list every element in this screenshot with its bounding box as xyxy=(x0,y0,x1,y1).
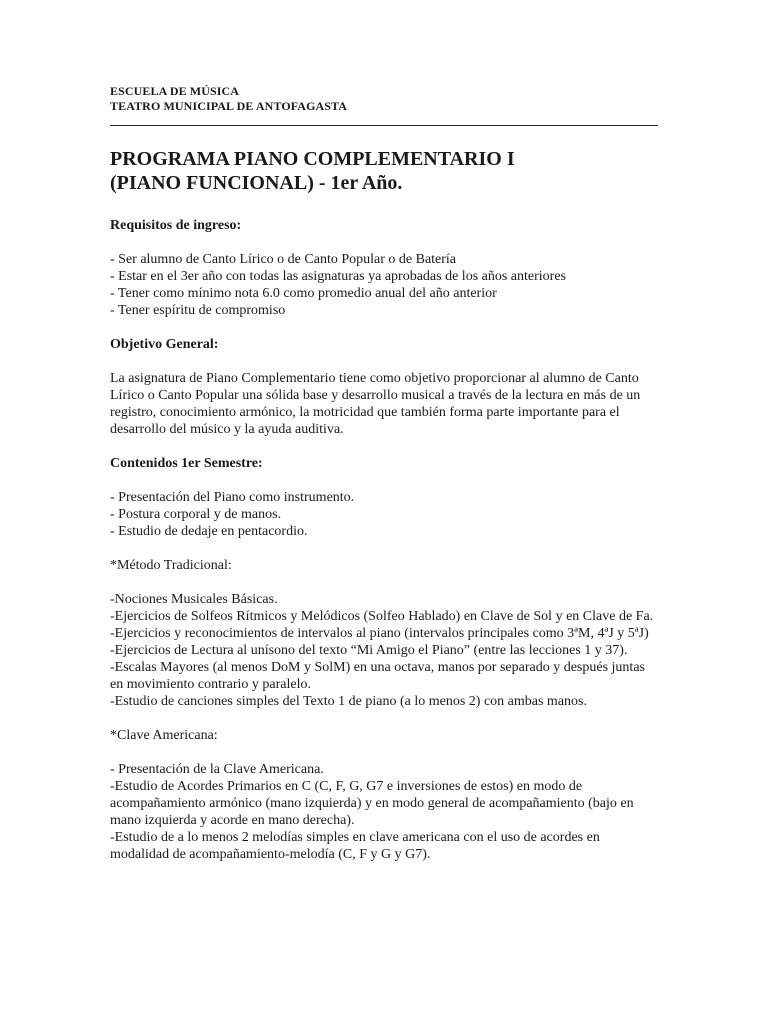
list-item: -Nociones Musicales Básicas. xyxy=(110,592,278,607)
list-item: -Estudio de canciones simples del Texto 1 de piano (a lo menos 2) con ambas manos. xyxy=(110,694,587,709)
contenidos-list xyxy=(110,489,660,540)
requisitos-heading: Requisitos de ingreso: xyxy=(110,218,242,233)
objetivo-heading: Objetivo General: xyxy=(110,337,219,352)
school-name: ESCUELA DE MÚSICA xyxy=(110,84,240,98)
objetivo-paragraph: La asignatura de Piano Complementario tiene como objetivo proporcionar al alumno de Canto Lírico o Canto Popular una sólida base y desarrollo musical a través de la lectura en más de un registro, conocimiento armónico, la motricidad que también forma parte importante para el desarrollo del músico y la ayuda auditiva. xyxy=(110,371,641,437)
list-item: - Presentación del Piano como instrumento. xyxy=(110,490,355,505)
requisitos-list xyxy=(110,251,660,319)
contenidos-heading: Contenidos 1er Semestre: xyxy=(110,456,263,471)
title-line-1: PROGRAMA PIANO COMPLEMENTARIO I xyxy=(110,148,515,170)
list-item: - Presentación de la Clave Americana. xyxy=(110,762,324,777)
title-line-2: (PIANO FUNCIONAL) - 1er Año. xyxy=(110,172,403,194)
list-item: -Ejercicios y reconocimientos de intervalos al piano (intervalos principales como 3ªM, 4ªJ y 5ªJ) xyxy=(110,626,649,641)
document-title xyxy=(110,147,660,195)
list-item: - Estar en el 3er año con todas las asignaturas ya aprobadas de los años anteriores xyxy=(110,269,567,284)
list-item: -Estudio de a lo menos 2 melodías simples en clave americana con el uso de acordes en modalidad de acompañamiento-melodía (C, F y G y G7). xyxy=(110,830,600,862)
metodo-list xyxy=(110,591,660,710)
list-item: -Estudio de Acordes Primarios en C (C, F, G, G7 e inversiones de estos) en modo de acompañamiento armónico (mano izquierda) y en modo general de acompañamiento (bajo en mano izquierda y acorde en mano derecha). xyxy=(110,779,634,828)
list-item: -Escalas Mayores (al menos DoM y SolM) en una octava, manos por separado y después juntas en movimiento contrario y paralelo. xyxy=(110,660,645,692)
document-header xyxy=(110,84,660,114)
clave-list xyxy=(110,761,660,863)
list-item: - Tener espíritu de compromiso xyxy=(110,303,286,318)
theater-name: TEATRO MUNICIPAL DE ANTOFAGASTA xyxy=(110,99,348,113)
metodo-heading: *Método Tradicional: xyxy=(110,558,232,573)
list-item: -Ejercicios de Solfeos Rítmicos y Melódicos (Solfeo Hablado) en Clave de Sol y en Clave de Fa. xyxy=(110,609,654,624)
header-divider xyxy=(110,125,658,126)
clave-heading: *Clave Americana: xyxy=(110,728,218,743)
document-page xyxy=(110,84,660,863)
list-item: - Ser alumno de Canto Lírico o de Canto Popular o de Batería xyxy=(110,252,457,267)
list-item: - Postura corporal y de manos. xyxy=(110,507,282,522)
list-item: - Estudio de dedaje en pentacordio. xyxy=(110,524,308,539)
list-item: - Tener como mínimo nota 6.0 como promedio anual del año anterior xyxy=(110,286,497,301)
list-item: -Ejercicios de Lectura al unísono del texto “Mi Amigo el Piano” (entre las lecciones 1 y 37). xyxy=(110,643,628,658)
